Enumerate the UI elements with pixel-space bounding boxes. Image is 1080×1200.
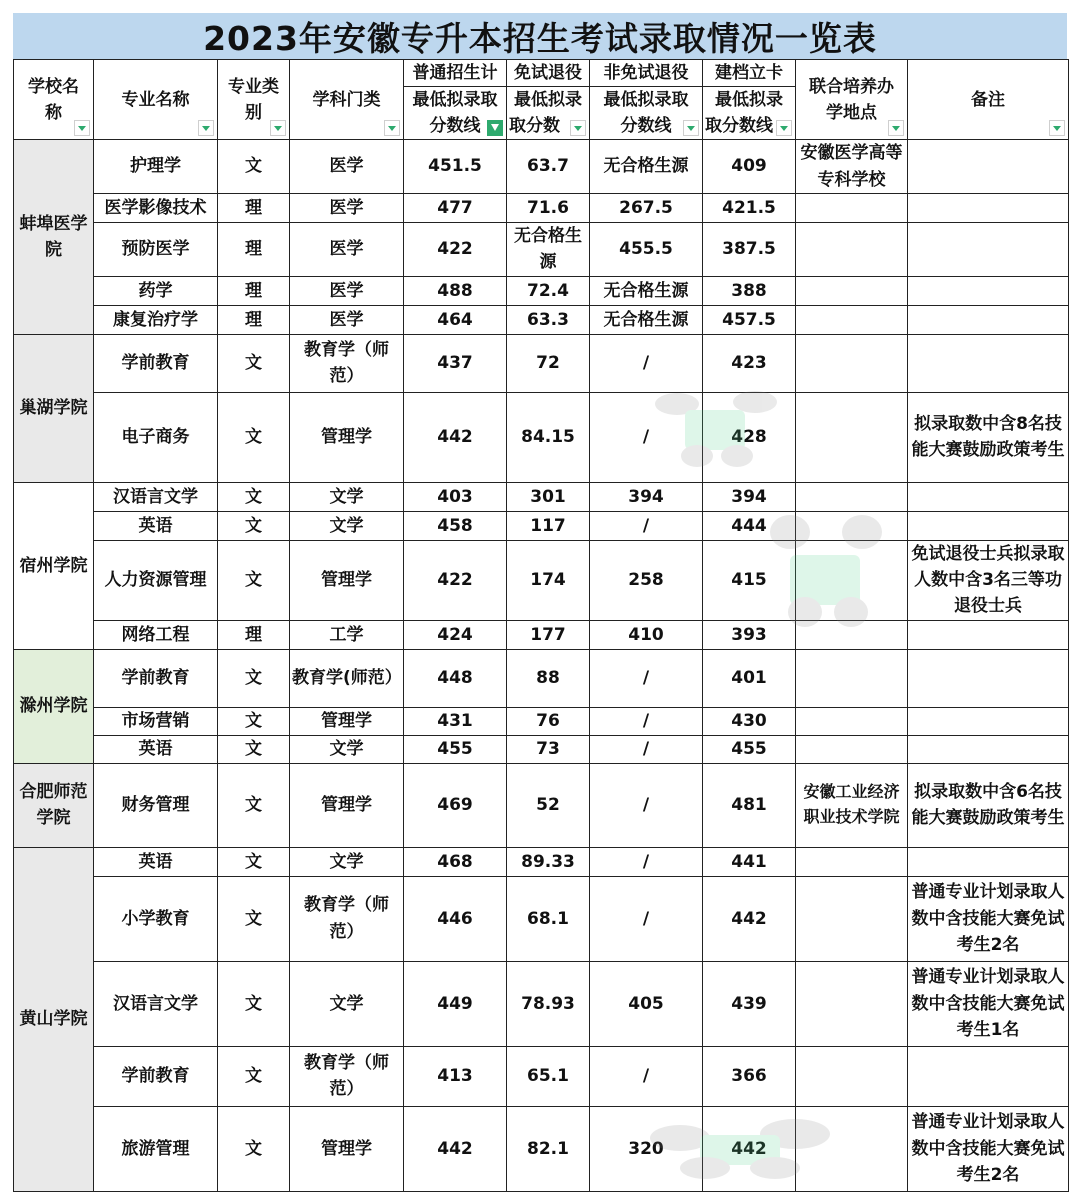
poverty-score-cell: 444	[703, 511, 796, 540]
header-school: 学校名 称	[14, 60, 94, 140]
exempt-vet-score-cell: 88	[507, 649, 590, 707]
category-cell: 文	[218, 511, 290, 540]
notes-cell	[908, 620, 1069, 649]
regular-score-cell: 464	[404, 305, 507, 334]
exempt-vet-score-cell: 84.15	[507, 392, 590, 482]
filter-dropdown-icon[interactable]	[384, 120, 400, 136]
header-nonexempt-vet-top: 非免试退役	[590, 60, 703, 87]
school-name: 合肥师范学院	[14, 763, 94, 847]
school-name: 宿州学院	[14, 482, 94, 649]
nonexempt-vet-score-cell: 394	[590, 482, 703, 511]
nonexempt-vet-score-cell: 405	[590, 961, 703, 1046]
joint-site-cell	[796, 392, 908, 482]
discipline-cell: 文学	[290, 847, 404, 876]
filter-dropdown-icon[interactable]	[683, 120, 699, 136]
exempt-vet-score-cell: 73	[507, 735, 590, 763]
page-title: 2023年安徽专升本招生考试录取情况一览表	[13, 13, 1067, 59]
table-row	[14, 961, 1069, 1046]
nonexempt-vet-score-cell: /	[590, 847, 703, 876]
category-cell: 文	[218, 961, 290, 1046]
poverty-score-cell: 442	[703, 1106, 796, 1191]
regular-score-cell: 468	[404, 847, 507, 876]
regular-score-cell: 403	[404, 482, 507, 511]
notes-cell	[908, 223, 1069, 277]
nonexempt-vet-score-cell: /	[590, 763, 703, 847]
exempt-vet-score-cell: 301	[507, 482, 590, 511]
nonexempt-vet-score-cell: 无合格生源	[590, 276, 703, 305]
header-exempt-vet-bottom: 最低拟录 取分数	[507, 87, 590, 140]
poverty-score-cell: 439	[703, 961, 796, 1046]
joint-site-cell	[796, 1046, 908, 1106]
exempt-vet-score-cell: 82.1	[507, 1106, 590, 1191]
category-cell: 文	[218, 707, 290, 735]
table-row	[14, 223, 1069, 277]
nonexempt-vet-score-cell: /	[590, 334, 703, 392]
joint-site-cell	[796, 649, 908, 707]
header-regular-bottom: 最低拟录取 分数线	[404, 87, 507, 140]
category-cell: 理	[218, 194, 290, 223]
poverty-score-cell: 457.5	[703, 305, 796, 334]
exempt-vet-score-cell: 65.1	[507, 1046, 590, 1106]
poverty-score-cell: 455	[703, 735, 796, 763]
poverty-score-cell: 388	[703, 276, 796, 305]
table-row	[14, 735, 1069, 763]
poverty-score-cell: 421.5	[703, 194, 796, 223]
regular-score-cell: 437	[404, 334, 507, 392]
exempt-vet-score-cell: 71.6	[507, 194, 590, 223]
discipline-cell: 医学	[290, 194, 404, 223]
regular-score-cell: 448	[404, 649, 507, 707]
filter-active-icon[interactable]	[487, 120, 503, 136]
discipline-cell: 文学	[290, 511, 404, 540]
regular-score-cell: 442	[404, 1106, 507, 1191]
exempt-vet-score-cell: 68.1	[507, 876, 590, 961]
discipline-cell: 教育学（师范）	[290, 876, 404, 961]
header-category: 专业类 别	[218, 60, 290, 140]
exempt-vet-score-cell: 72	[507, 334, 590, 392]
nonexempt-vet-score-cell: 320	[590, 1106, 703, 1191]
filter-dropdown-icon[interactable]	[74, 120, 90, 136]
nonexempt-vet-score-cell: 410	[590, 620, 703, 649]
header-notes: 备注	[908, 60, 1069, 140]
poverty-score-cell: 428	[703, 392, 796, 482]
header-joint-site: 联合培养办 学地点	[796, 60, 908, 140]
header-discipline: 学科门类	[290, 60, 404, 140]
notes-cell	[908, 511, 1069, 540]
discipline-cell: 教育学（师范）	[290, 334, 404, 392]
exempt-vet-score-cell: 89.33	[507, 847, 590, 876]
poverty-score-cell: 387.5	[703, 223, 796, 277]
regular-score-cell: 488	[404, 276, 507, 305]
exempt-vet-score-cell: 117	[507, 511, 590, 540]
exempt-vet-score-cell: 63.7	[507, 140, 590, 194]
joint-site-cell	[796, 482, 908, 511]
major-cell: 英语	[94, 511, 218, 540]
category-cell: 理	[218, 276, 290, 305]
major-cell: 财务管理	[94, 763, 218, 847]
joint-site-cell	[796, 620, 908, 649]
joint-site-cell	[796, 707, 908, 735]
poverty-score-cell: 481	[703, 763, 796, 847]
notes-cell: 免试退役士兵拟录取人数中含3名三等功退役士兵	[908, 540, 1069, 620]
notes-cell	[908, 707, 1069, 735]
joint-site-cell: 安徽医学高等专科学校	[796, 140, 908, 194]
regular-score-cell: 442	[404, 392, 507, 482]
category-cell: 理	[218, 223, 290, 277]
discipline-cell: 管理学	[290, 707, 404, 735]
nonexempt-vet-score-cell: /	[590, 876, 703, 961]
nonexempt-vet-score-cell: 无合格生源	[590, 140, 703, 194]
category-cell: 文	[218, 763, 290, 847]
joint-site-cell	[796, 540, 908, 620]
table-row	[14, 649, 1069, 707]
major-cell: 人力资源管理	[94, 540, 218, 620]
nonexempt-vet-score-cell: 455.5	[590, 223, 703, 277]
poverty-score-cell: 430	[703, 707, 796, 735]
table-row	[14, 620, 1069, 649]
regular-score-cell: 458	[404, 511, 507, 540]
joint-site-cell	[796, 305, 908, 334]
major-cell: 网络工程	[94, 620, 218, 649]
category-cell: 理	[218, 305, 290, 334]
regular-score-cell: 455	[404, 735, 507, 763]
major-cell: 药学	[94, 276, 218, 305]
poverty-score-cell: 394	[703, 482, 796, 511]
discipline-cell: 文学	[290, 961, 404, 1046]
notes-cell	[908, 305, 1069, 334]
notes-cell: 普通专业计划录取人数中含技能大赛免试考生2名	[908, 876, 1069, 961]
table-row	[14, 540, 1069, 620]
notes-cell: 拟录取数中含8名技能大赛鼓励政策考生	[908, 392, 1069, 482]
school-name: 黄山学院	[14, 847, 94, 1191]
nonexempt-vet-score-cell: /	[590, 1046, 703, 1106]
table-row	[14, 1046, 1069, 1106]
category-cell: 文	[218, 392, 290, 482]
joint-site-cell	[796, 511, 908, 540]
category-cell: 文	[218, 482, 290, 511]
exempt-vet-score-cell: 177	[507, 620, 590, 649]
table-row	[14, 763, 1069, 847]
joint-site-cell	[796, 735, 908, 763]
discipline-cell: 文学	[290, 482, 404, 511]
regular-score-cell: 469	[404, 763, 507, 847]
joint-site-cell	[796, 961, 908, 1046]
poverty-score-cell: 409	[703, 140, 796, 194]
discipline-cell: 管理学	[290, 540, 404, 620]
filter-dropdown-icon[interactable]	[570, 120, 586, 136]
category-cell: 文	[218, 334, 290, 392]
notes-cell: 普通专业计划录取人数中含技能大赛免试考生2名	[908, 1106, 1069, 1191]
notes-cell	[908, 194, 1069, 223]
category-cell: 文	[218, 847, 290, 876]
table-row	[14, 847, 1069, 876]
notes-cell	[908, 649, 1069, 707]
header-poverty-top: 建档立卡	[703, 60, 796, 87]
header-poverty-bottom: 最低拟录 取分数线	[703, 87, 796, 140]
notes-cell: 拟录取数中含6名技能大赛鼓励政策考生	[908, 763, 1069, 847]
major-cell: 英语	[94, 847, 218, 876]
poverty-score-cell: 393	[703, 620, 796, 649]
exempt-vet-score-cell: 72.4	[507, 276, 590, 305]
exempt-vet-score-cell: 63.3	[507, 305, 590, 334]
major-cell: 学前教育	[94, 334, 218, 392]
nonexempt-vet-score-cell: /	[590, 392, 703, 482]
table-row	[14, 876, 1069, 961]
nonexempt-vet-score-cell: /	[590, 707, 703, 735]
major-cell: 市场营销	[94, 707, 218, 735]
nonexempt-vet-score-cell: 258	[590, 540, 703, 620]
filter-dropdown-icon[interactable]	[776, 120, 792, 136]
exempt-vet-score-cell: 52	[507, 763, 590, 847]
notes-cell	[908, 847, 1069, 876]
discipline-cell: 医学	[290, 223, 404, 277]
table-row	[14, 1106, 1069, 1191]
category-cell: 文	[218, 140, 290, 194]
filter-dropdown-icon[interactable]	[198, 120, 214, 136]
poverty-score-cell: 423	[703, 334, 796, 392]
poverty-score-cell: 441	[703, 847, 796, 876]
table-row	[14, 511, 1069, 540]
major-cell: 汉语言文学	[94, 961, 218, 1046]
notes-cell	[908, 334, 1069, 392]
joint-site-cell	[796, 1106, 908, 1191]
discipline-cell: 教育学(师范）	[290, 649, 404, 707]
regular-score-cell: 431	[404, 707, 507, 735]
nonexempt-vet-score-cell: /	[590, 735, 703, 763]
category-cell: 文	[218, 649, 290, 707]
joint-site-cell	[796, 847, 908, 876]
exempt-vet-score-cell: 无合格生源	[507, 223, 590, 277]
joint-site-cell	[796, 223, 908, 277]
major-cell: 学前教育	[94, 649, 218, 707]
filter-dropdown-icon[interactable]	[888, 120, 904, 136]
joint-site-cell: 安徽工业经济职业技术学院	[796, 763, 908, 847]
nonexempt-vet-score-cell: 无合格生源	[590, 305, 703, 334]
category-cell: 理	[218, 620, 290, 649]
regular-score-cell: 413	[404, 1046, 507, 1106]
discipline-cell: 医学	[290, 140, 404, 194]
major-cell: 护理学	[94, 140, 218, 194]
header-major: 专业名称	[94, 60, 218, 140]
discipline-cell: 管理学	[290, 763, 404, 847]
table-row	[14, 140, 1069, 194]
notes-cell	[908, 140, 1069, 194]
nonexempt-vet-score-cell: /	[590, 511, 703, 540]
joint-site-cell	[796, 276, 908, 305]
table-row	[14, 482, 1069, 511]
notes-cell	[908, 1046, 1069, 1106]
poverty-score-cell: 415	[703, 540, 796, 620]
category-cell: 文	[218, 735, 290, 763]
exempt-vet-score-cell: 78.93	[507, 961, 590, 1046]
nonexempt-vet-score-cell: /	[590, 649, 703, 707]
notes-cell	[908, 276, 1069, 305]
regular-score-cell: 424	[404, 620, 507, 649]
discipline-cell: 管理学	[290, 392, 404, 482]
regular-score-cell: 449	[404, 961, 507, 1046]
major-cell: 英语	[94, 735, 218, 763]
category-cell: 文	[218, 1106, 290, 1191]
major-cell: 学前教育	[94, 1046, 218, 1106]
category-cell: 文	[218, 1046, 290, 1106]
filter-dropdown-icon[interactable]	[1049, 120, 1065, 136]
table-row	[14, 194, 1069, 223]
regular-score-cell: 446	[404, 876, 507, 961]
school-name: 巢湖学院	[14, 334, 94, 482]
regular-score-cell: 451.5	[404, 140, 507, 194]
nonexempt-vet-score-cell: 267.5	[590, 194, 703, 223]
admission-table	[13, 59, 1069, 1192]
table-row	[14, 707, 1069, 735]
major-cell: 电子商务	[94, 392, 218, 482]
discipline-cell: 文学	[290, 735, 404, 763]
table-row	[14, 334, 1069, 392]
discipline-cell: 教育学（师范）	[290, 1046, 404, 1106]
school-name: 蚌埠医学院	[14, 140, 94, 335]
school-name: 滁州学院	[14, 649, 94, 763]
major-cell: 汉语言文学	[94, 482, 218, 511]
major-cell: 旅游管理	[94, 1106, 218, 1191]
poverty-score-cell: 442	[703, 876, 796, 961]
joint-site-cell	[796, 876, 908, 961]
major-cell: 预防医学	[94, 223, 218, 277]
joint-site-cell	[796, 334, 908, 392]
filter-dropdown-icon[interactable]	[270, 120, 286, 136]
regular-score-cell: 477	[404, 194, 507, 223]
category-cell: 文	[218, 876, 290, 961]
notes-cell: 普通专业计划录取人数中含技能大赛免试考生1名	[908, 961, 1069, 1046]
table-row	[14, 276, 1069, 305]
major-cell: 医学影像技术	[94, 194, 218, 223]
regular-score-cell: 422	[404, 223, 507, 277]
poverty-score-cell: 366	[703, 1046, 796, 1106]
header-nonexempt-vet-bottom: 最低拟录取 分数线	[590, 87, 703, 140]
discipline-cell: 医学	[290, 305, 404, 334]
poverty-score-cell: 401	[703, 649, 796, 707]
notes-cell	[908, 482, 1069, 511]
major-cell: 康复治疗学	[94, 305, 218, 334]
table-row	[14, 305, 1069, 334]
header-regular-top: 普通招生计	[404, 60, 507, 87]
major-cell: 小学教育	[94, 876, 218, 961]
discipline-cell: 医学	[290, 276, 404, 305]
discipline-cell: 管理学	[290, 1106, 404, 1191]
header-exempt-vet-top: 免试退役	[507, 60, 590, 87]
discipline-cell: 工学	[290, 620, 404, 649]
notes-cell	[908, 735, 1069, 763]
joint-site-cell	[796, 194, 908, 223]
regular-score-cell: 422	[404, 540, 507, 620]
category-cell: 文	[218, 540, 290, 620]
table-row	[14, 392, 1069, 482]
exempt-vet-score-cell: 174	[507, 540, 590, 620]
exempt-vet-score-cell: 76	[507, 707, 590, 735]
